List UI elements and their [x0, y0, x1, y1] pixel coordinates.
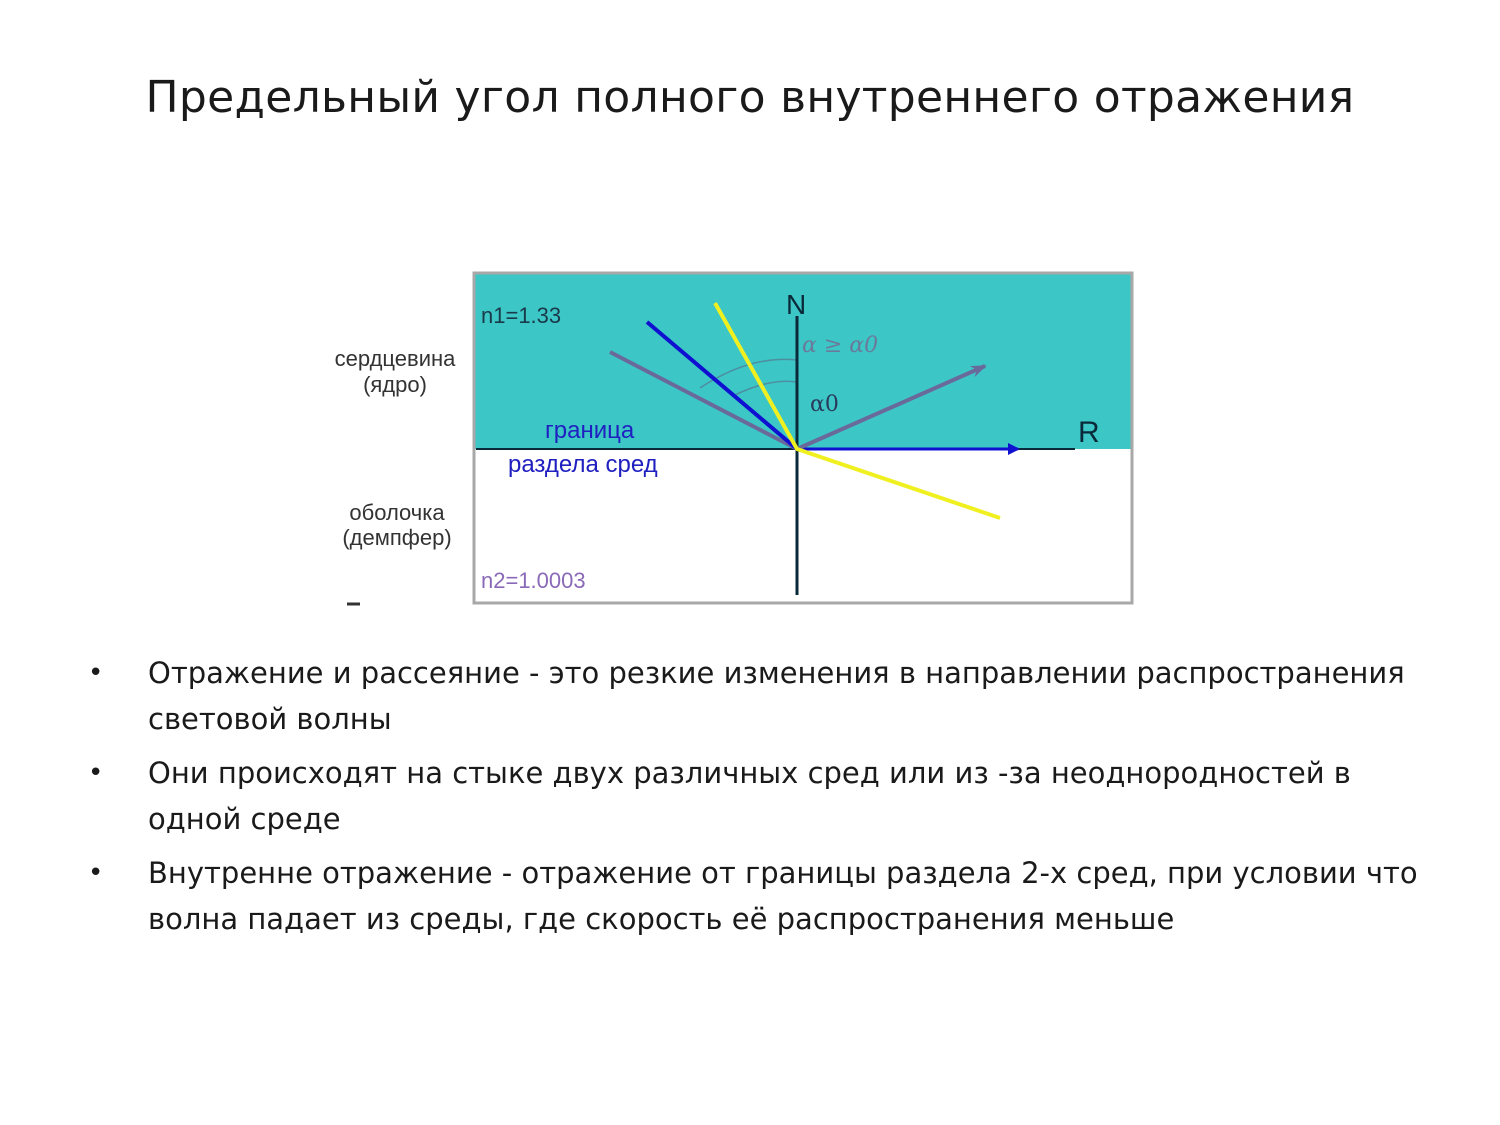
n2-label: n2=1.0003	[481, 568, 586, 593]
bullet-marker: •	[88, 658, 104, 688]
bullet-text: Они происходят на стыке двух различных сред или из -за неоднородностей в одной среде	[148, 756, 1351, 836]
n1-label: n1=1.33	[481, 303, 562, 328]
bullet-text: Отражение и рассеяние - это резкие изменения в направлении распространения световой волны	[148, 656, 1405, 736]
bullet-list	[88, 650, 1418, 950]
cladding-label-1: оболочка	[349, 500, 445, 525]
axis-n-label: N	[786, 289, 807, 320]
bullet-item	[88, 850, 1418, 942]
boundary-label-1: граница	[545, 417, 635, 444]
bullet-item	[88, 750, 1418, 842]
slide-title: Предельный угол полного внутреннего отражения	[145, 72, 1355, 123]
cladding-label-2: (демпфер)	[342, 525, 452, 550]
angle-0-label: α0	[810, 392, 839, 417]
bullet-marker: •	[88, 858, 104, 888]
bullet-marker: •	[88, 758, 104, 788]
axis-r-label: R	[1078, 416, 1100, 449]
bullet-item	[88, 650, 1418, 742]
core-label-1: сердцевина	[334, 346, 456, 371]
core-label-2: (ядро)	[363, 372, 427, 397]
boundary-label-2: раздела сред	[508, 451, 658, 478]
angle-ge-label: α ≥ α0	[802, 333, 879, 358]
bullet-text: Внутренне отражение - отражение от границы раздела 2-х сред, при условии что волна падает из среды, где скорость её распространения меньше	[148, 856, 1418, 936]
